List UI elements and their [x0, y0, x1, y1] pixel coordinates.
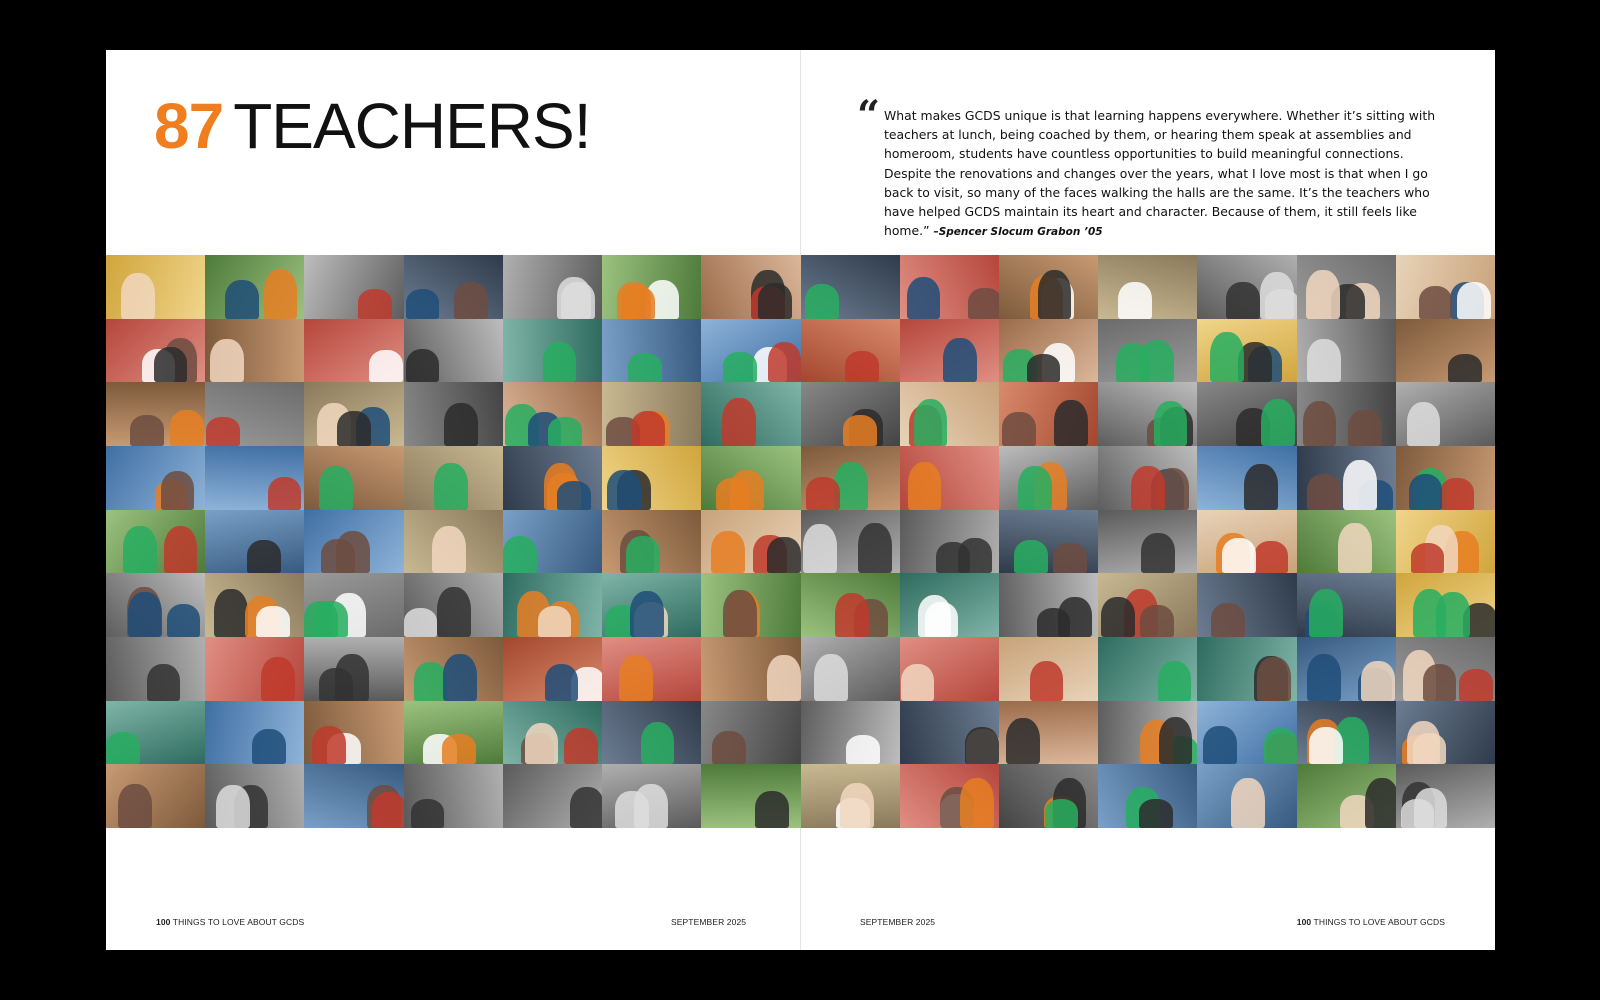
- photo-figure: [1264, 728, 1297, 764]
- photo-figure: [164, 526, 198, 573]
- photo-tile: [1098, 382, 1197, 446]
- photo-tile: [205, 382, 304, 446]
- photo-figure: [1265, 289, 1297, 319]
- photo-tile: [205, 319, 304, 383]
- photo-figure: [214, 589, 248, 637]
- photo-tile: [304, 510, 403, 574]
- photo-figure: [256, 606, 290, 637]
- photo-figure: [965, 727, 999, 764]
- photo-figure: [835, 593, 869, 637]
- photo-figure: [1054, 400, 1088, 446]
- photo-figure: [958, 538, 992, 573]
- photo-tile: [801, 701, 900, 765]
- photo-figure: [968, 288, 999, 319]
- photo-figure: [454, 282, 488, 318]
- photo-tile: [503, 573, 602, 637]
- photo-tile: [1197, 573, 1296, 637]
- photo-figure: [814, 654, 848, 701]
- photo-figure: [806, 477, 840, 509]
- photo-figure: [845, 351, 879, 382]
- photo-tile: [701, 446, 800, 510]
- page-title: [154, 90, 591, 162]
- photo-figure: [716, 478, 750, 509]
- photo-figure: [525, 723, 559, 764]
- quote-text: What makes GCDS unique is that learning happens everywhere. Whether it’s sitting with teachers at lunch, being coached by them, or hearing them speak at assemblies and homeroom, students have countless opportunities to build meaningful connections. Despite the renovations and changes over the years, what I love most is that when I go back to visit, so many of the faces walking the halls are the same. It’s the teachers who have helped GCDS maintain its heart and character. Because of them, it still feels like home.”: [884, 108, 1436, 239]
- photo-tile: [1297, 764, 1396, 828]
- photo-figure: [1411, 543, 1445, 573]
- photo-tile: [602, 764, 701, 828]
- photo-tile: [1297, 573, 1396, 637]
- photo-tile: [503, 764, 602, 828]
- photo-tile: [1297, 255, 1396, 319]
- photo-tile: [503, 446, 602, 510]
- photo-figure: [161, 471, 195, 510]
- photo-tile: [999, 637, 1098, 701]
- photo-figure: [907, 277, 941, 318]
- photo-tile: [404, 764, 503, 828]
- folio-left: [156, 917, 304, 927]
- photo-tile: [1396, 510, 1495, 574]
- photo-tile: [205, 510, 304, 574]
- folio-right-date: SEPTEMBER 2025: [860, 917, 936, 927]
- photo-tile: [106, 701, 205, 765]
- photo-figure: [1140, 340, 1174, 382]
- photo-mosaic: [106, 255, 1495, 828]
- photo-figure: [1401, 799, 1435, 828]
- photo-figure: [626, 536, 660, 574]
- photo-figure: [404, 608, 438, 637]
- photo-tile: [801, 255, 900, 319]
- photo-figure: [443, 654, 477, 700]
- photo-tile: [1098, 764, 1197, 828]
- photo-tile: [503, 255, 602, 319]
- photo-tile: [1197, 510, 1296, 574]
- photo-tile: [1297, 319, 1396, 383]
- folio-right-number: 100: [1296, 917, 1312, 927]
- photo-figure: [1140, 605, 1174, 637]
- photo-figure: [411, 799, 445, 828]
- photo-figure: [118, 784, 152, 828]
- photo-tile: [1297, 446, 1396, 510]
- photo-tile: [503, 701, 602, 765]
- photo-figure: [437, 587, 471, 637]
- photo-figure: [434, 463, 468, 509]
- photo-tile: [304, 446, 403, 510]
- photo-tile: [1197, 764, 1296, 828]
- photo-figure: [1361, 661, 1395, 700]
- photo-figure: [712, 731, 746, 765]
- photo-tile: [801, 382, 900, 446]
- photo-figure: [758, 283, 792, 319]
- photo-tile: [106, 255, 205, 319]
- photo-tile: [999, 764, 1098, 828]
- photo-figure: [641, 722, 675, 765]
- photo-tile: [900, 319, 999, 383]
- photo-figure: [210, 339, 244, 382]
- photo-figure: [1141, 533, 1175, 573]
- photo-tile: [801, 510, 900, 574]
- photo-tile: [602, 319, 701, 383]
- photo-figure: [617, 282, 651, 319]
- photo-figure: [1254, 541, 1288, 573]
- photo-figure: [1037, 608, 1071, 637]
- photo-figure: [1210, 332, 1244, 382]
- photo-tile: [701, 637, 800, 701]
- folio-left-text: THINGS TO LOVE ABOUT GCDS: [172, 917, 305, 927]
- photo-figure: [908, 462, 942, 510]
- photo-tile: [900, 510, 999, 574]
- photo-figure: [803, 524, 837, 573]
- photo-figure: [337, 411, 371, 446]
- photo-figure: [225, 280, 259, 318]
- photo-figure: [1365, 778, 1396, 828]
- photo-figure: [268, 477, 302, 510]
- photo-tile: [701, 573, 800, 637]
- photo-tile: [1396, 319, 1495, 383]
- photo-figure: [960, 778, 994, 828]
- photo-figure: [1006, 718, 1040, 764]
- photo-figure: [840, 783, 874, 828]
- photo-figure: [1226, 282, 1260, 318]
- photo-figure: [1038, 270, 1072, 319]
- photo-tile: [503, 637, 602, 701]
- photo-tile: [999, 510, 1098, 574]
- photo-tile: [1098, 510, 1197, 574]
- photo-figure: [711, 531, 745, 574]
- photo-tile: [1396, 255, 1495, 319]
- photo-figure: [261, 657, 295, 700]
- photo-figure: [1018, 466, 1052, 510]
- title-text: TEACHERS!: [233, 90, 591, 162]
- photo-figure: [1027, 354, 1061, 383]
- photo-figure: [154, 347, 188, 383]
- photo-tile: [1098, 446, 1197, 510]
- photo-figure: [170, 410, 204, 446]
- photo-tile: [304, 382, 403, 446]
- photo-figure: [1257, 657, 1291, 701]
- photo-tile: [304, 319, 403, 383]
- photo-figure: [312, 726, 346, 765]
- photo-figure: [314, 601, 348, 637]
- photo-figure: [545, 664, 579, 701]
- photo-tile: [503, 510, 602, 574]
- photo-tile: [1297, 382, 1396, 446]
- photo-tile: [106, 319, 205, 383]
- photo-figure: [1159, 717, 1193, 765]
- photo-tile: [503, 319, 602, 383]
- photo-tile: [1197, 446, 1296, 510]
- photo-figure: [564, 728, 598, 764]
- photo-tile: [900, 446, 999, 510]
- photo-tile: [900, 255, 999, 319]
- photo-tile: [404, 637, 503, 701]
- photo-tile: [1197, 637, 1296, 701]
- photo-figure: [503, 536, 537, 574]
- photo-tile: [1098, 573, 1197, 637]
- photo-figure: [543, 342, 577, 383]
- photo-tile: [801, 446, 900, 510]
- photo-tile: [1396, 382, 1495, 446]
- photo-tile: [900, 637, 999, 701]
- photo-figure: [372, 792, 404, 828]
- photo-figure: [432, 526, 466, 573]
- photo-figure: [1459, 669, 1493, 700]
- photo-tile: [900, 701, 999, 765]
- photo-tile: [404, 255, 503, 319]
- photo-tile: [602, 573, 701, 637]
- photo-tile: [999, 573, 1098, 637]
- photo-tile: [1098, 319, 1197, 383]
- photo-figure: [216, 785, 250, 828]
- folio-right-text: THINGS TO LOVE ABOUT GCDS: [1313, 917, 1445, 927]
- photo-figure: [548, 417, 582, 446]
- photo-tile: [801, 319, 900, 383]
- photo-tile: [205, 255, 304, 319]
- photo-tile: [304, 764, 403, 828]
- photo-figure: [1131, 466, 1165, 509]
- photo-figure: [1261, 399, 1295, 446]
- photo-figure: [130, 415, 164, 446]
- photo-figure: [630, 591, 664, 637]
- photo-figure: [628, 353, 662, 382]
- photo-figure: [1423, 664, 1457, 701]
- photo-tile: [602, 446, 701, 510]
- photo-figure: [538, 606, 572, 637]
- photo-figure: [206, 417, 240, 446]
- photo-tile: [205, 637, 304, 701]
- photo-tile: [602, 701, 701, 765]
- photo-figure: [1053, 543, 1087, 574]
- photo-tile: [304, 255, 403, 319]
- photo-tile: [1396, 446, 1495, 510]
- photo-figure: [414, 662, 448, 700]
- photo-tile: [801, 637, 900, 701]
- photo-tile: [1297, 510, 1396, 574]
- photo-figure: [1244, 464, 1278, 509]
- photo-figure: [755, 791, 789, 828]
- photo-tile: [205, 573, 304, 637]
- photo-tile: [304, 701, 403, 765]
- photo-tile: [106, 573, 205, 637]
- photo-figure: [406, 349, 440, 383]
- photo-tile: [900, 573, 999, 637]
- photo-figure: [121, 273, 155, 318]
- photo-figure: [1118, 282, 1152, 319]
- photo-figure: [634, 784, 668, 828]
- photo-figure: [128, 592, 162, 637]
- photo-figure: [1014, 540, 1048, 573]
- photo-figure: [1307, 474, 1341, 510]
- photo-tile: [1396, 637, 1495, 701]
- photo-figure: [106, 732, 140, 764]
- photo-tile: [701, 319, 800, 383]
- photo-tile: [1098, 701, 1197, 765]
- photo-tile: [404, 446, 503, 510]
- photo-figure: [901, 664, 935, 700]
- photo-figure: [1139, 799, 1173, 828]
- photo-figure: [723, 590, 757, 637]
- photo-tile: [205, 701, 304, 765]
- photo-tile: [999, 255, 1098, 319]
- photo-tile: [900, 764, 999, 828]
- photo-tile: [900, 382, 999, 446]
- photo-tile: [999, 701, 1098, 765]
- photo-tile: [602, 510, 701, 574]
- photo-figure: [858, 523, 892, 573]
- folio-right: [1297, 917, 1445, 927]
- photo-figure: [1338, 523, 1372, 573]
- photo-tile: [205, 446, 304, 510]
- photo-tile: [1197, 255, 1296, 319]
- photo-tile: [503, 382, 602, 446]
- photo-figure: [607, 470, 641, 509]
- photo-figure: [1409, 474, 1443, 510]
- photo-figure: [319, 668, 353, 700]
- photo-figure: [767, 537, 801, 573]
- photo-figure: [1440, 478, 1474, 510]
- photo-figure: [1101, 597, 1135, 637]
- photo-tile: [701, 510, 800, 574]
- photo-tile: [404, 701, 503, 765]
- photo-figure: [1211, 603, 1245, 637]
- photo-tile: [404, 573, 503, 637]
- photo-tile: [304, 573, 403, 637]
- folio-left-number: 100: [156, 917, 171, 927]
- photo-figure: [722, 398, 756, 446]
- photo-tile: [404, 382, 503, 446]
- photo-tile: [701, 382, 800, 446]
- photo-tile: [801, 764, 900, 828]
- photo-tile: [602, 382, 701, 446]
- photo-figure: [1413, 733, 1447, 764]
- photo-figure: [369, 350, 403, 382]
- photo-figure: [1045, 799, 1079, 828]
- photo-figure: [1307, 339, 1341, 382]
- photo-figure: [1448, 354, 1482, 383]
- photo-figure: [1457, 282, 1491, 319]
- photo-figure: [321, 539, 355, 573]
- photo-tile: [1396, 764, 1495, 828]
- photo-tile: [205, 764, 304, 828]
- photo-figure: [1002, 412, 1036, 446]
- photo-tile: [999, 319, 1098, 383]
- photo-figure: [1407, 402, 1441, 446]
- photo-tile: [999, 446, 1098, 510]
- quote-attribution: –Spencer Slocum Grabon ’05: [933, 226, 1103, 239]
- photo-tile: [1396, 701, 1495, 765]
- photo-figure: [406, 289, 440, 319]
- photo-figure: [1419, 286, 1453, 318]
- photo-tile: [106, 637, 205, 701]
- photo-figure: [1030, 661, 1064, 701]
- photo-figure: [247, 540, 281, 574]
- photo-figure: [444, 403, 478, 446]
- photo-figure: [768, 342, 801, 383]
- folio-left-date: SEPTEMBER 2025: [671, 917, 747, 927]
- photo-figure: [1231, 778, 1265, 828]
- photo-figure: [619, 655, 653, 701]
- photo-figure: [557, 277, 591, 319]
- photo-figure: [943, 338, 977, 383]
- photo-figure: [358, 289, 392, 318]
- photo-figure: [846, 735, 880, 764]
- photo-figure: [631, 411, 665, 446]
- photo-figure: [123, 526, 157, 573]
- photo-figure: [1309, 727, 1343, 764]
- photo-tile: [1297, 701, 1396, 765]
- photo-figure: [805, 284, 839, 319]
- photo-figure: [1222, 538, 1256, 573]
- photo-figure: [557, 481, 591, 510]
- photo-tile: [1396, 573, 1495, 637]
- photo-tile: [304, 637, 403, 701]
- photo-figure: [914, 399, 948, 446]
- photo-figure: [570, 787, 602, 828]
- magazine-spread: [106, 50, 1495, 950]
- photo-tile: [1098, 255, 1197, 319]
- photo-figure: [147, 664, 181, 700]
- photo-tile: [602, 255, 701, 319]
- photo-tile: [701, 764, 800, 828]
- photo-tile: [1197, 319, 1296, 383]
- photo-tile: [1197, 701, 1296, 765]
- photo-figure: [167, 604, 201, 637]
- pull-quote: [884, 106, 1444, 242]
- photo-figure: [1203, 726, 1237, 764]
- photo-tile: [701, 255, 800, 319]
- photo-figure: [1309, 589, 1343, 637]
- photo-figure: [767, 655, 801, 700]
- photo-figure: [1348, 410, 1382, 446]
- photo-tile: [801, 573, 900, 637]
- photo-tile: [404, 319, 503, 383]
- photo-tile: [602, 637, 701, 701]
- photo-figure: [1154, 401, 1188, 446]
- photo-tile: [404, 510, 503, 574]
- photo-figure: [843, 415, 877, 446]
- photo-figure: [723, 352, 757, 383]
- photo-figure: [1303, 401, 1337, 446]
- photo-figure: [252, 729, 286, 765]
- photo-tile: [1297, 637, 1396, 701]
- photo-figure: [442, 734, 476, 764]
- photo-tile: [999, 382, 1098, 446]
- photo-tile: [701, 701, 800, 765]
- photo-tile: [1098, 637, 1197, 701]
- quote-mark-icon: “: [857, 92, 881, 139]
- photo-figure: [1306, 270, 1340, 318]
- photo-figure: [1436, 592, 1470, 637]
- photo-figure: [264, 269, 298, 319]
- photo-tile: [1197, 382, 1296, 446]
- photo-tile: [106, 382, 205, 446]
- photo-figure: [319, 466, 353, 510]
- photo-tile: [106, 764, 205, 828]
- photo-figure: [925, 602, 959, 637]
- title-number: 87: [154, 90, 224, 162]
- photo-tile: [106, 446, 205, 510]
- photo-figure: [1343, 460, 1377, 510]
- photo-figure: [1307, 654, 1341, 700]
- photo-tile: [106, 510, 205, 574]
- photo-figure: [1158, 661, 1192, 700]
